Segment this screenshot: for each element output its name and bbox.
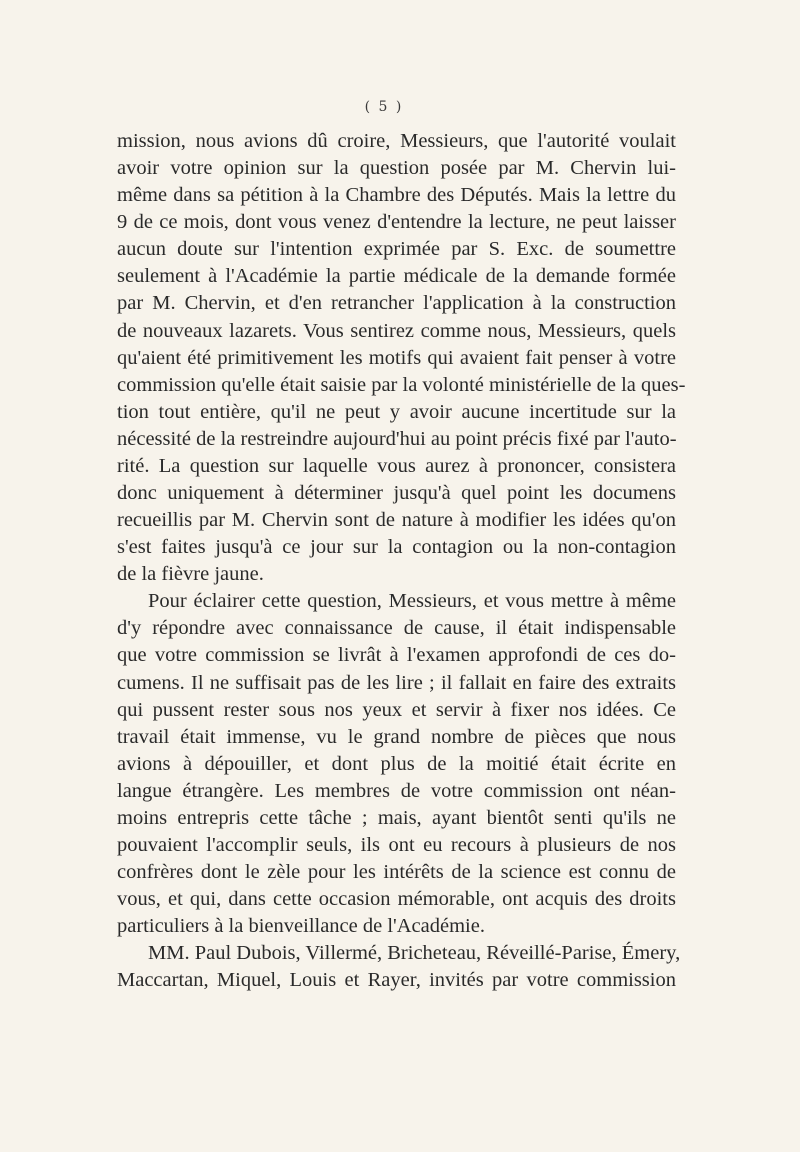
page-number: ( 5 ) <box>364 99 404 115</box>
text-line: donc uniquement à déterminer jusqu'à quel point les documens <box>117 482 676 505</box>
text-line: de nouveaux lazarets. Vous sentirez comme nous, Messieurs, quels <box>117 319 676 342</box>
text-line: même dans sa pétition à la Chambre des Députés. Mais la lettre du <box>117 184 676 207</box>
text-line: recueillis par M. Chervin sont de nature à modifier les idées qu'on <box>117 509 676 532</box>
text-line: qu'aient été primitivement les motifs qui avaient fait penser à votre <box>117 346 676 369</box>
text-line: vous, et qui, dans cette occasion mémorable, ont acquis des droits <box>117 888 676 911</box>
text-line: rité. La question sur laquelle vous aurez à prononcer, consistera <box>117 454 676 477</box>
text-line: que votre commission se livrât à l'examen approfondi de ces do- <box>117 644 676 667</box>
text-line: seulement à l'Académie la partie médicale de la demande formée <box>117 265 676 288</box>
text-line: 9 de ce mois, dont vous venez d'entendre la lecture, ne peut laisser <box>117 211 676 234</box>
text-line: par M. Chervin, et d'en retrancher l'application à la construction <box>117 292 676 315</box>
text-line: mission, nous avions dû croire, Messieurs, que l'autorité voulait <box>117 130 676 152</box>
text-line: avions à dépouiller, et dont plus de la moitié était écrite en <box>117 752 676 775</box>
text-line: avoir votre opinion sur la question posée par M. Chervin lui- <box>117 157 676 180</box>
text-line: Maccartan, Miquel, Louis et Rayer, invités par votre commission <box>117 969 676 992</box>
text-line: langue étrangère. Les membres de votre commission ont néan- <box>117 779 676 802</box>
body-text <box>117 128 686 995</box>
text-line: particuliers à la bienveillance de l'Académie. <box>117 915 485 938</box>
text-line: cumens. Il ne suffisait pas de les lire ; il fallait en faire des extraits <box>117 671 676 694</box>
text-line: travail était immense, vu le grand nombre de pièces que nous <box>117 725 676 748</box>
text-line: MM. Paul Dubois, Villermé, Bricheteau, Réveillé-Parise, Émery, <box>148 942 681 965</box>
text-line: moins entrepris cette tâche ; mais, ayant bientôt senti qu'ils ne <box>117 806 676 829</box>
text-line: pouvaient l'accomplir seuls, ils ont eu recours à plusieurs de nos <box>117 834 676 857</box>
text-line: confrères dont le zèle pour les intérêts de la science est connu de <box>117 861 676 884</box>
text-line: Pour éclairer cette question, Messieurs, et vous mettre à même <box>148 590 676 613</box>
text-line: tion tout entière, qu'il ne peut y avoir aucune incertitude sur la <box>117 400 676 423</box>
text-line: d'y répondre avec connaissance de cause, il était indispensable <box>117 617 676 640</box>
text-line: qui pussent rester sous nos yeux et servir à fixer nos idées. Ce <box>117 698 676 721</box>
text-line: s'est faites jusqu'à ce jour sur la contagion ou la non-contagion <box>117 536 676 559</box>
text-line: aucun doute sur l'intention exprimée par S. Exc. de soumettre <box>117 238 676 261</box>
text-line: commission qu'elle était saisie par la volonté ministérielle de la ques- <box>117 373 686 396</box>
text-line: nécessité de la restreindre aujourd'hui au point précis fixé par l'auto- <box>117 427 677 450</box>
text-line: de la fièvre jaune. <box>117 563 264 586</box>
